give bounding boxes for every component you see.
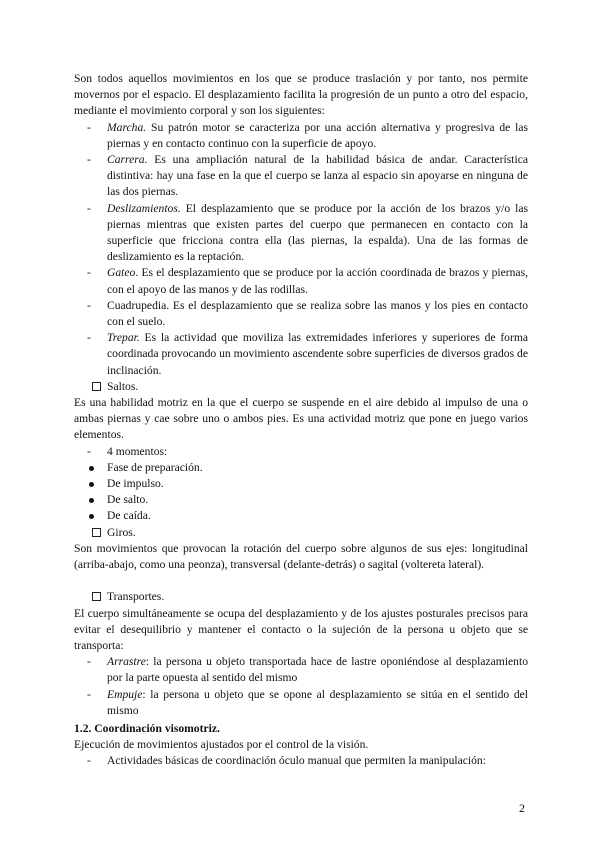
list-item — [74, 152, 528, 201]
list-item — [74, 265, 528, 297]
list-item — [74, 201, 528, 266]
dash-marker: - — [87, 331, 91, 345]
item-text: Es la actividad que moviliza las extremidades inferiores y superiores de forma coordinada provocando un movimiento ascendente sobre superficies de diversos grados de inclinación. — [107, 331, 528, 377]
list-item — [74, 687, 528, 719]
section-paragraph: Ejecución de movimientos ajustados por el control de la visión. — [74, 738, 369, 752]
page-content — [74, 71, 528, 770]
item-text: : la persona u objeto que se opone al desplazamiento se sitúa en el sentido del mismo — [107, 687, 528, 717]
list-item — [74, 444, 528, 460]
bullet-icon — [89, 498, 94, 503]
list-item — [74, 508, 528, 524]
item-text: Actividades básicas de coordinación óculo manual que permiten la manipulación: — [107, 754, 486, 768]
giros-heading — [74, 525, 528, 541]
list-item — [74, 330, 528, 379]
moment-text: Fase de preparación. — [107, 460, 203, 474]
checkbox-icon — [92, 528, 101, 537]
term-trepar: Trepar. — [107, 331, 140, 345]
list-item — [74, 753, 528, 769]
dash-marker: - — [87, 201, 91, 215]
term-deslizamientos: Deslizamientos. — [107, 201, 181, 215]
list-item — [74, 120, 528, 152]
page-number: 2 — [519, 801, 525, 815]
moment-text: De impulso. — [107, 477, 164, 491]
intro-paragraph: Son todos aquellos movimientos en los que se produce traslación y por tanto, nos permite movernos por el espacio. El desplazamiento facilita la progresión de un punto a otro del espacio, mediante el movimiento corporal y son los siguientes: — [74, 72, 528, 118]
transportes-heading — [74, 589, 528, 605]
transportes-label: Transportes. — [107, 590, 165, 604]
item-text: Es una ampliación natural de la habilidad básica de andar. Característica distintiva: hay una fase en la que el cuerpo se lanza al espacio sin apoyarse en ninguna de las dos piernas. — [107, 153, 528, 199]
item-text: . Es el desplazamiento que se produce por la acción coordinada de brazos y piernas, con el apoyo de las manos y de las rodillas. — [107, 266, 528, 296]
item-text: Su patrón motor se caracteriza por una acción alternativa y progresiva de las piernas y en contacto continuo con la superficie de apoyo. — [107, 120, 528, 150]
term-arrastre: Arrastre — [107, 655, 146, 669]
giros-label: Giros. — [107, 525, 136, 539]
saltos-heading — [74, 379, 528, 395]
dash-marker: - — [87, 298, 91, 312]
checkbox-icon — [92, 382, 101, 391]
dash-marker: - — [87, 120, 91, 134]
spacer — [74, 573, 528, 589]
item-text: El desplazamiento que se produce por la acción de los brazos y/o las piernas mientras que existen partes del cuerpo que permanecen en contacto con la superficie que fricciona contra ella (las piernas, la espalda). Una de las formas de deslizamiento es la reptación. — [107, 201, 528, 264]
moments-label: 4 momentos: — [107, 444, 168, 458]
moment-text: De salto. — [107, 493, 149, 507]
checkbox-icon — [92, 592, 101, 601]
section-heading: 1.2. Coordinación visomotriz. — [74, 721, 220, 735]
saltos-label: Saltos. — [107, 379, 139, 393]
dash-marker: - — [87, 266, 91, 280]
term-empuje: Empuje — [107, 687, 143, 701]
dash-marker: - — [87, 655, 91, 669]
list-item — [74, 476, 528, 492]
bullet-icon — [89, 482, 94, 487]
term-carrera: Carrera. — [107, 153, 148, 167]
giros-paragraph: Son movimientos que provocan la rotación del cuerpo sobre algunos de sus ejes: longitudinal (arriba-abajo, como una peonza), transversal (delante-detrás) o sagital (voltereta lateral). — [74, 541, 528, 572]
dash-marker: - — [87, 687, 91, 701]
term-gateo: Gateo — [107, 266, 136, 280]
dash-marker: - — [87, 153, 91, 167]
item-text: Cuadrupedia. Es el desplazamiento que se realiza sobre las manos y los pies en contacto con el suelo. — [107, 298, 528, 329]
list-item — [74, 298, 528, 330]
movement-list — [74, 120, 528, 379]
bullet-icon — [89, 514, 94, 519]
bullet-icon — [89, 466, 94, 471]
saltos-paragraph: Es una habilidad motriz en la que el cuerpo se suspende en el aire debido al impulso de una o ambas piernas y cae sobre uno o ambos pies. Es una actividad motriz que pone en juego varios elementos. — [74, 396, 528, 442]
item-text: : la persona u objeto transportada hace de lastre oponiéndose al desplazamiento por la parte opuesta al sentido del mismo — [107, 655, 528, 685]
moment-text: De caída. — [107, 509, 151, 523]
list-item — [74, 492, 528, 508]
list-item — [74, 654, 528, 686]
dash-marker: - — [87, 754, 91, 768]
list-item — [74, 460, 528, 476]
dash-marker: - — [87, 444, 91, 458]
transportes-paragraph: El cuerpo simultáneamente se ocupa del desplazamiento y de los ajustes posturales precisos para evitar el desequilibrio y mantener el contacto o la sujeción de la persona u objeto que se transporta: — [74, 606, 528, 652]
term-marcha: Marcha. — [107, 120, 147, 134]
